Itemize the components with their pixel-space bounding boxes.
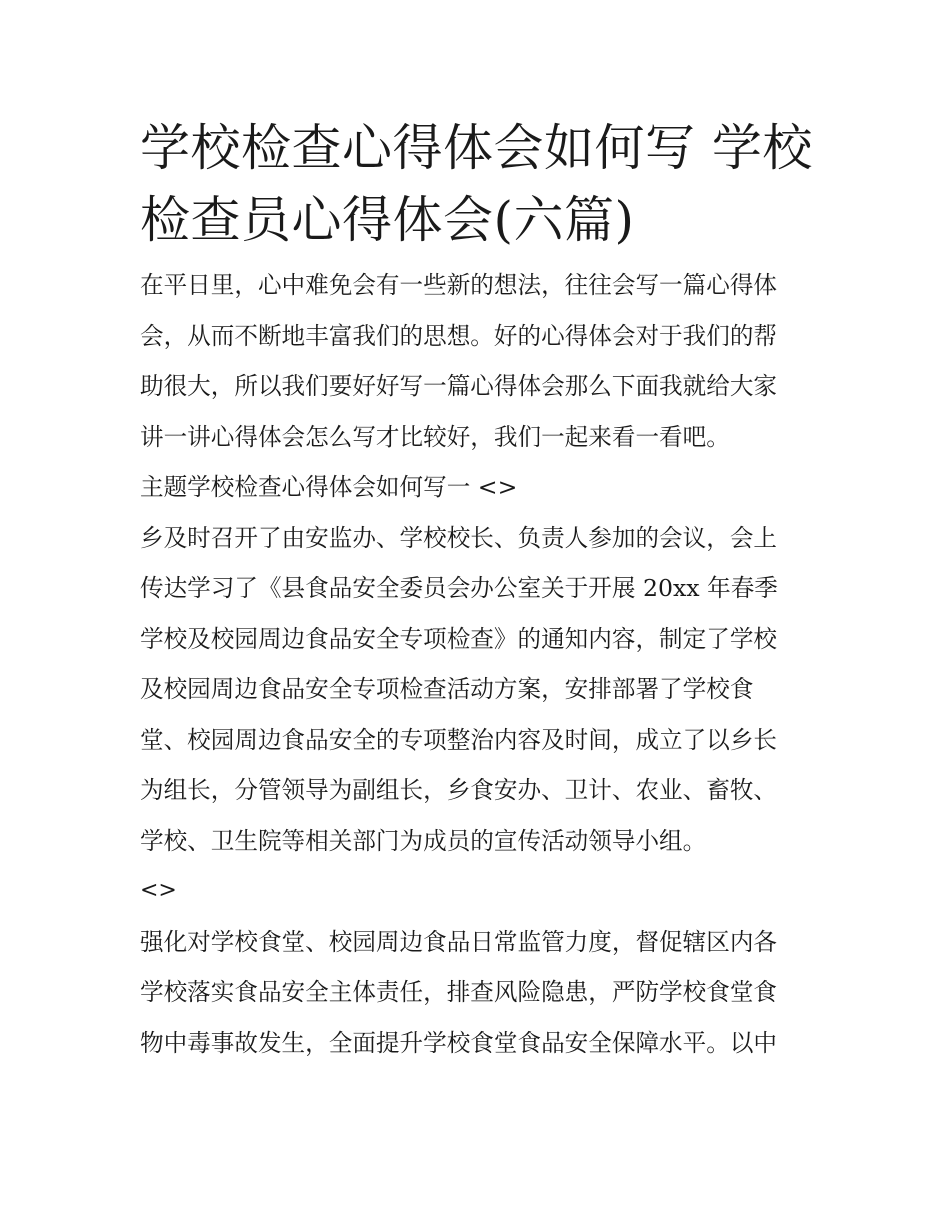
text-line: 会，从而不断地丰富我们的思想。好的心得体会对于我们的帮 (140, 321, 778, 350)
text-line: 学校落实食品安全主体责任，排查风险隐患，严防学校食堂食 (140, 978, 778, 1006)
intro-paragraph (140, 260, 816, 462)
title-line: 学校检查心得体会如何写 学校 (140, 119, 813, 177)
text-line: 讲一讲心得体会怎么写才比较好，我们一起来看一看吧。 (140, 422, 730, 451)
text-line: 主题学校检查心得体会如何写一 <> (140, 473, 518, 501)
text-line: 学校及校园周边食品安全专项检查》的通知内容，制定了学校 (140, 624, 778, 653)
text-line: 学校、卫生院等相关部门为成员的宣传活动领导小组。 (140, 826, 707, 855)
text-line: 传达学习了《县食品安全委员会办公室关于开展 20xx 年春季 (140, 574, 778, 602)
text-line: 在平日里，心中难免会有一些新的想法，往往会写一篇心得体 (140, 271, 778, 299)
document-page (140, 112, 816, 1068)
title-line: 检查员心得体会(六篇) (140, 191, 635, 249)
body-paragraph (140, 917, 816, 1069)
body-paragraph (140, 513, 816, 867)
text-line: 物中毒事故发生，全面提升学校食堂食品安全保障水平。以中 (140, 1028, 778, 1057)
document-title (140, 112, 816, 256)
section-heading (140, 462, 816, 513)
text-line: <> (140, 878, 177, 903)
placeholder-marker (140, 866, 816, 917)
text-line: 堂、校园周边食品安全的专项整治内容及时间，成立了以乡长 (140, 725, 778, 754)
text-line: 助很大，所以我们要好好写一篇心得体会那么下面我就给大家 (140, 372, 778, 400)
text-line: 乡及时召开了由安监办、学校校长、负责人参加的会议，会上 (140, 523, 778, 552)
text-line: 及校园周边食品安全专项检查活动方案，安排部署了学校食 (140, 675, 754, 703)
text-line: 强化对学校食堂、校园周边食品日常监管力度，督促辖区内各 (140, 927, 778, 956)
text-line: 为组长，分管领导为副组长，乡食安办、卫计、农业、畜牧、 (140, 776, 778, 804)
